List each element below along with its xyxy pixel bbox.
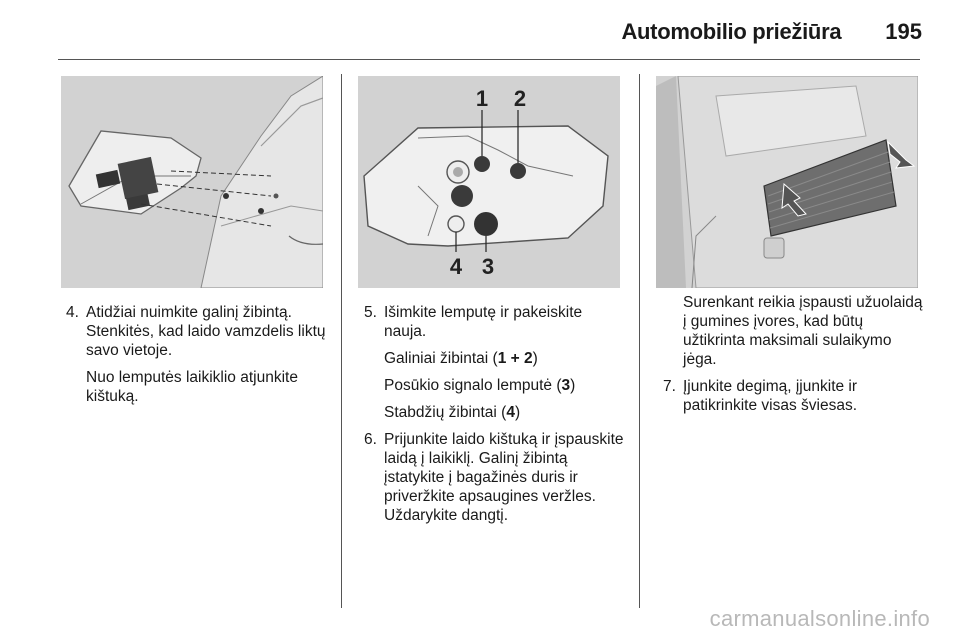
column-divider-1	[341, 74, 342, 608]
line-rear-lights: Galiniai žibintai (1 + 2)	[384, 350, 538, 367]
line-brake-lights: Stabdžių žibintai (4)	[384, 404, 521, 421]
figure-trim-panel	[656, 76, 918, 288]
step-4-text: Atidžiai nuimkite galinį žibintą. Stenkitės, kad laido vamzdelis liktų savo vietoje.	[86, 304, 326, 359]
column-2-text	[364, 303, 628, 533]
step-6-text: Prijunkite laido kištuką ir įspauskite laidą į laikiklį. Galinį žibintą įstatykite į bagažinės duris ir priveržkite apsaugines veržles. Uždarykite dangtį.	[384, 431, 624, 524]
callout-4: 4	[449, 254, 463, 279]
step-5	[364, 303, 628, 341]
step-5-text: Išimkite lemputę ir pakeiskite nauja.	[384, 304, 583, 340]
step-4-note: Nuo lemputės laikiklio atjunkite kištuką.	[86, 369, 298, 405]
figure-tail-light-removal	[61, 76, 323, 288]
step-5-number: 5.	[364, 304, 377, 321]
step-4	[66, 303, 328, 360]
column-1-text	[66, 303, 328, 414]
header-rule	[58, 59, 920, 60]
step-7	[663, 377, 923, 415]
step-4-number: 4.	[66, 304, 79, 321]
step-6-number: 6.	[364, 431, 377, 448]
watermark: carmanualsonline.info	[709, 606, 930, 631]
callout-1: 1	[475, 86, 489, 111]
line-turn-signal: Posūkio signalo lemputė (3)	[384, 377, 576, 394]
callout-2: 2	[513, 86, 527, 111]
page-number: 195	[885, 19, 922, 44]
step-6	[364, 430, 628, 525]
step-7-number: 7.	[663, 378, 676, 395]
column-divider-2	[639, 74, 640, 608]
step-7-text: Įjunkite degimą, įjunkite ir patikrinkite visas šviesas.	[683, 378, 858, 414]
figure-bulb-holder	[358, 76, 620, 288]
column-3-text	[663, 293, 923, 423]
page-header	[621, 12, 922, 52]
callout-3: 3	[481, 254, 495, 279]
page-title: Automobilio priežiūra	[621, 19, 842, 44]
trim-note: Surenkant reikia įspausti užuolaidą į gumines įvores, kad būtų užtikrinta maksimali sulaikymo jėga.	[683, 294, 923, 368]
